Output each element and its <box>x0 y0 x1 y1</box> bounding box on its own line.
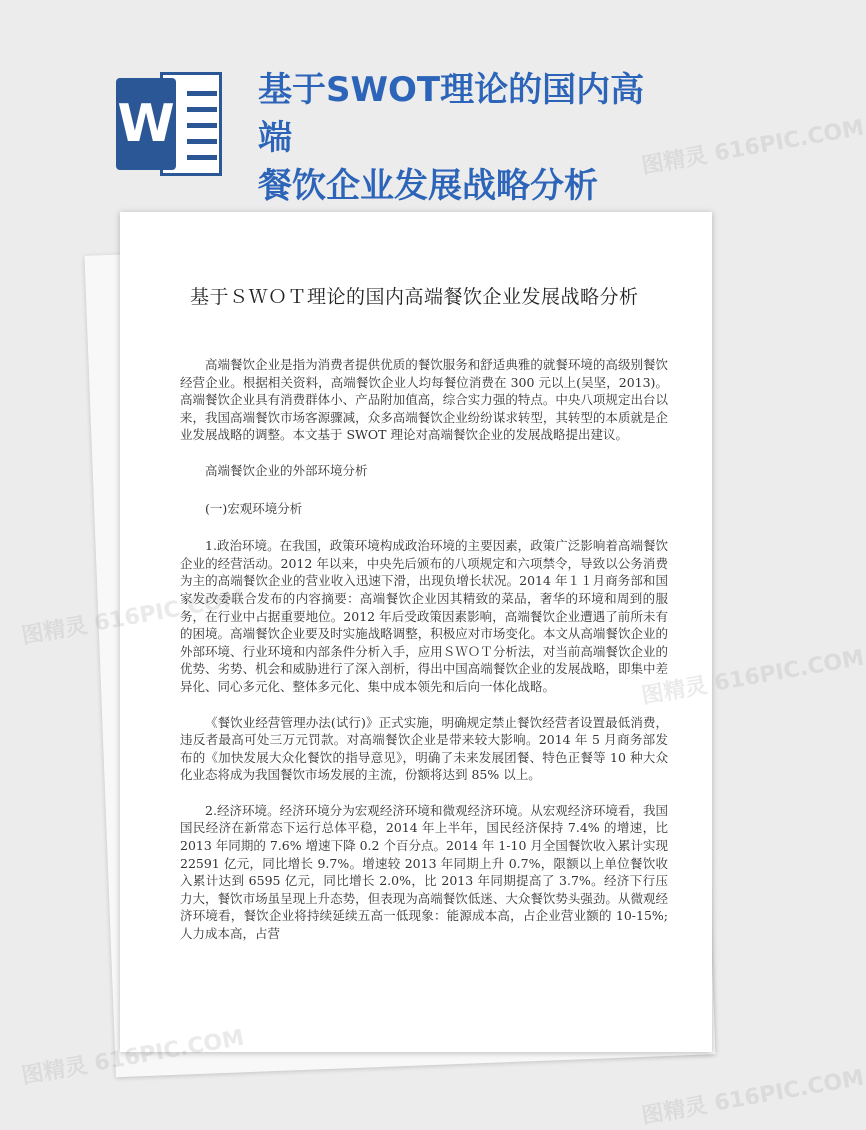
paragraph-intro: 高端餐饮企业是指为消费者提供优质的餐饮服务和舒适典雅的就餐环境的高级别餐饮经营企业。根据相关资料，高端餐饮企业人均每餐位消费在 300 元以上(吴坚，2013)。高端餐饮企业具有消费群体小、产品附加值高，综合实力强的特点。中央八项规定出台以来，我国高端餐饮市场客源骤减，众多高端餐饮企业纷纷谋求转型，其转型的本质就是企业发展战略的调整。本文基于 SWOT 理论对高端餐饮企业的发展战略提出建议。 <box>180 357 668 443</box>
watermark: 图精灵 616PIC.COM <box>19 585 246 650</box>
word-letter-badge: W <box>116 78 176 170</box>
subsection-heading-macro-environment: (一)宏观环境分析 <box>205 500 303 516</box>
paragraph-economic-environment: 2.经济环境。经济环境分为宏观经济环境和微观经济环境。从宏观经济环境看，我国国民经济在新常态下运行总体平稳，2014 年上半年，国民经济保持 7.4% 的增速，比 2013 年同期的 7.6% 增速下降 0.2 个百分点。2014 年 1-10 月全国餐饮收入累计实现 22591 亿元，同比增长 9.7%。增速较 2013 年同期上升 0.7%，限额以上单位餐饮收入累计达到 6595 亿元，同比增长 2.0%，比 2013 年同期提高了 3.7%。经济下行压力大，餐饮市场虽呈现上升态势，但表现为高端餐饮低迷、大众餐饮势头强劲。从微观经济环境看，餐饮企业将持续延续五高一低现象：能源成本高，占企业营业额的 10-15%;人力成本高，占营 <box>180 802 668 942</box>
watermark: 图精灵 616PIC.COM <box>639 645 866 710</box>
watermark: 图精灵 616PIC.COM <box>19 1025 246 1090</box>
watermark: 图精灵 616PIC.COM <box>639 115 866 180</box>
section-heading-external-environment: 高端餐饮企业的外部环境分析 <box>205 462 368 478</box>
word-document-icon <box>116 72 224 176</box>
document-page <box>120 212 712 1052</box>
header-title-line2: 餐饮企业发展战略分析 <box>258 166 598 206</box>
header-banner <box>0 0 800 206</box>
paragraph-political-environment: 1.政治环境。在我国，政策环境构成政治环境的主要因素，政策广泛影响着高端餐饮企业的经营活动。2012 年以来，中央先后颁布的八项规定和六项禁令，导致以公务消费为主的高端餐饮企业的营业收入迅速下滑，出现负增长状况。2014 年１１月商务部和国家发改委联合发布的内容摘要：高端餐饮企业因其精致的菜品，奢华的环境和周到的服务，在行业中占据重要地位。2012 年后受政策因素影响，高端餐饮企业遭遇了前所未有的困境。高端餐饮企业要及时实施战略调整，积极应对市场变化。本文从高端餐饮企业的外部环境、行业环境和内部条件分析入手，应用ＳＷＯＴ分析法，对当前高端餐饮企业的优势、劣势、机会和威胁进行了深入剖析，得出中国高端餐饮企业的发展战略，即集中差异化、同心多元化、整体多元化、集中成本领先和后向一体化战略。 <box>180 538 668 694</box>
document-body <box>180 356 668 961</box>
document-title: 基于ＳＷＯＴ理论的国内高端餐饮企业发展战略分析 <box>190 286 639 308</box>
header-title-line1: 基于SWOT理论的国内高端 <box>258 70 645 158</box>
watermark: 图精灵 616PIC.COM <box>639 1065 866 1130</box>
header-title <box>258 66 678 210</box>
paragraph-regulation: 《餐饮业经营管理办法(试行)》正式实施，明确规定禁止餐饮经营者设置最低消费，违反者最高可处三万元罚款。对高端餐饮企业是带来较大影响。2014 年 5 月商务部发布的《加快发展大众化餐饮的指导意见》，明确了未来发展团餐、特色正餐等 10 种大众化业态将成为我国餐饮市场发展的主流，份额将达到 85% 以上。 <box>180 714 668 783</box>
